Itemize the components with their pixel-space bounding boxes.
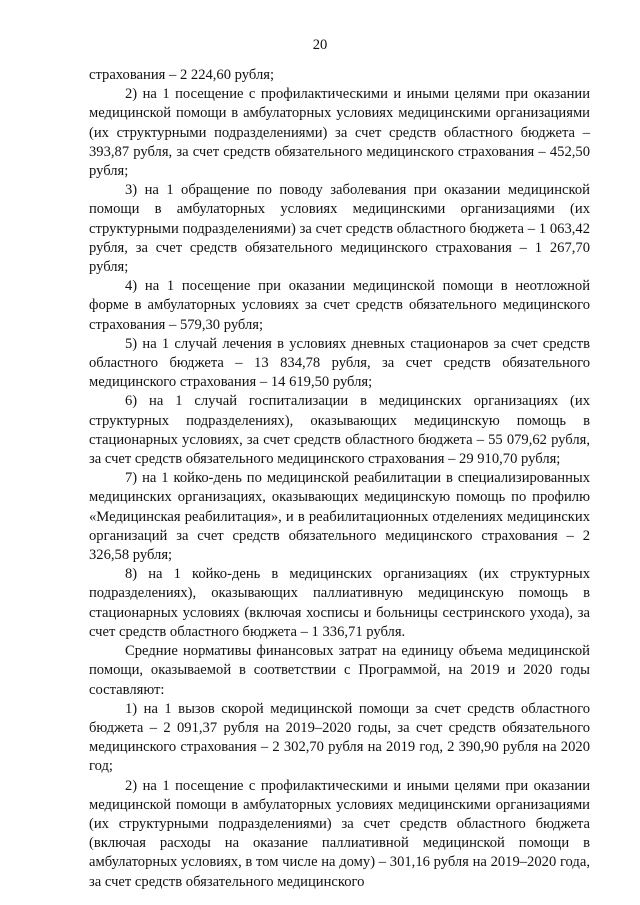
paragraph: 5) на 1 случай лечения в условиях дневных стационаров за счет средств областного бюджета – 13 834,78 рубля, за счет средств обязательного медицинского страхования – 14 619,50 рубля;	[89, 335, 590, 391]
page-number: 20	[312, 37, 328, 53]
paragraph: 6) на 1 случай госпитализации в медицинских организациях (их структурных подразделениях), оказывающих медицинскую помощь в стационарных условиях, за счет средств областного бюджета – 55 079,62 рубля, за счет средств обязательного медицинского страхования – 29 910,70 рубля;	[89, 393, 590, 468]
document-body	[89, 66, 590, 892]
paragraph: 7) на 1 койко-день по медицинской реабилитации в специализированных медицинских организациях, оказывающих медицинскую помощь по профилю «Медицинская реабилитация», и в реабилитационных отделениях медицинских организаций за счет средств обязательного медицинского страхования – 2 326,58 рубля;	[89, 470, 590, 564]
paragraph: 8) на 1 койко-день в медицинских организациях (их структурных подразделениях), оказывающих паллиативную медицинскую помощь в стационарных условиях (включая хосписы и больницы сестринского ухода), за счет средств областного бюджета – 1 336,71 рубля.	[89, 566, 590, 640]
paragraph: 2) на 1 посещение с профилактическими и иными целями при оказании медицинской помощи в амбулаторных условиях медицинскими организациями (их структурными подразделениями) за счет средств областного бюджета – 393,87 рубля, за счет средств обязательного медицинского страхования – 452,50 рубля;	[89, 86, 590, 180]
paragraph: 3) на 1 обращение по поводу заболевания при оказании медицинской помощи в амбулаторных условиях медицинскими организациями (их структурными подразделениями) за счет средств областного бюджета – 1 063,42 рубля, за счет средств обязательного медицинского страхования – 1 267,70 рубля;	[89, 182, 590, 276]
paragraph: Средние нормативы финансовых затрат на единицу объема медицинской помощи, оказываемой в соответствии с Программой, на 2019 и 2020 годы составляют:	[89, 643, 590, 698]
paragraph: 1) на 1 вызов скорой медицинской помощи за счет средств областного бюджета – 2 091,37 рубля на 2019–2020 годы, за счет средств обязательного медицинского страхования – 2 302,70 рубля на 2019 год, 2 390,90 рубля на 2020 год;	[89, 700, 590, 775]
paragraph: 4) на 1 посещение при оказании медицинской помощи в неотложной форме в амбулаторных условиях за счет средств обязательного медицинского страхования – 579,30 рубля;	[89, 278, 590, 333]
paragraph: страхования – 2 224,60 рубля;	[89, 67, 274, 83]
paragraph: 2) на 1 посещение с профилактическими и иными целями при оказании медицинской помощи в амбулаторных условиях медицинскими организациями (их структурными подразделениями) за счет средств областного бюджета (включая расходы на оказание паллиативной медицинской помощи в амбулаторных условиях, в том числе на дому) – 301,16 рубля на 2019–2020 года, за счет средств обязательного медицинского	[89, 777, 590, 890]
